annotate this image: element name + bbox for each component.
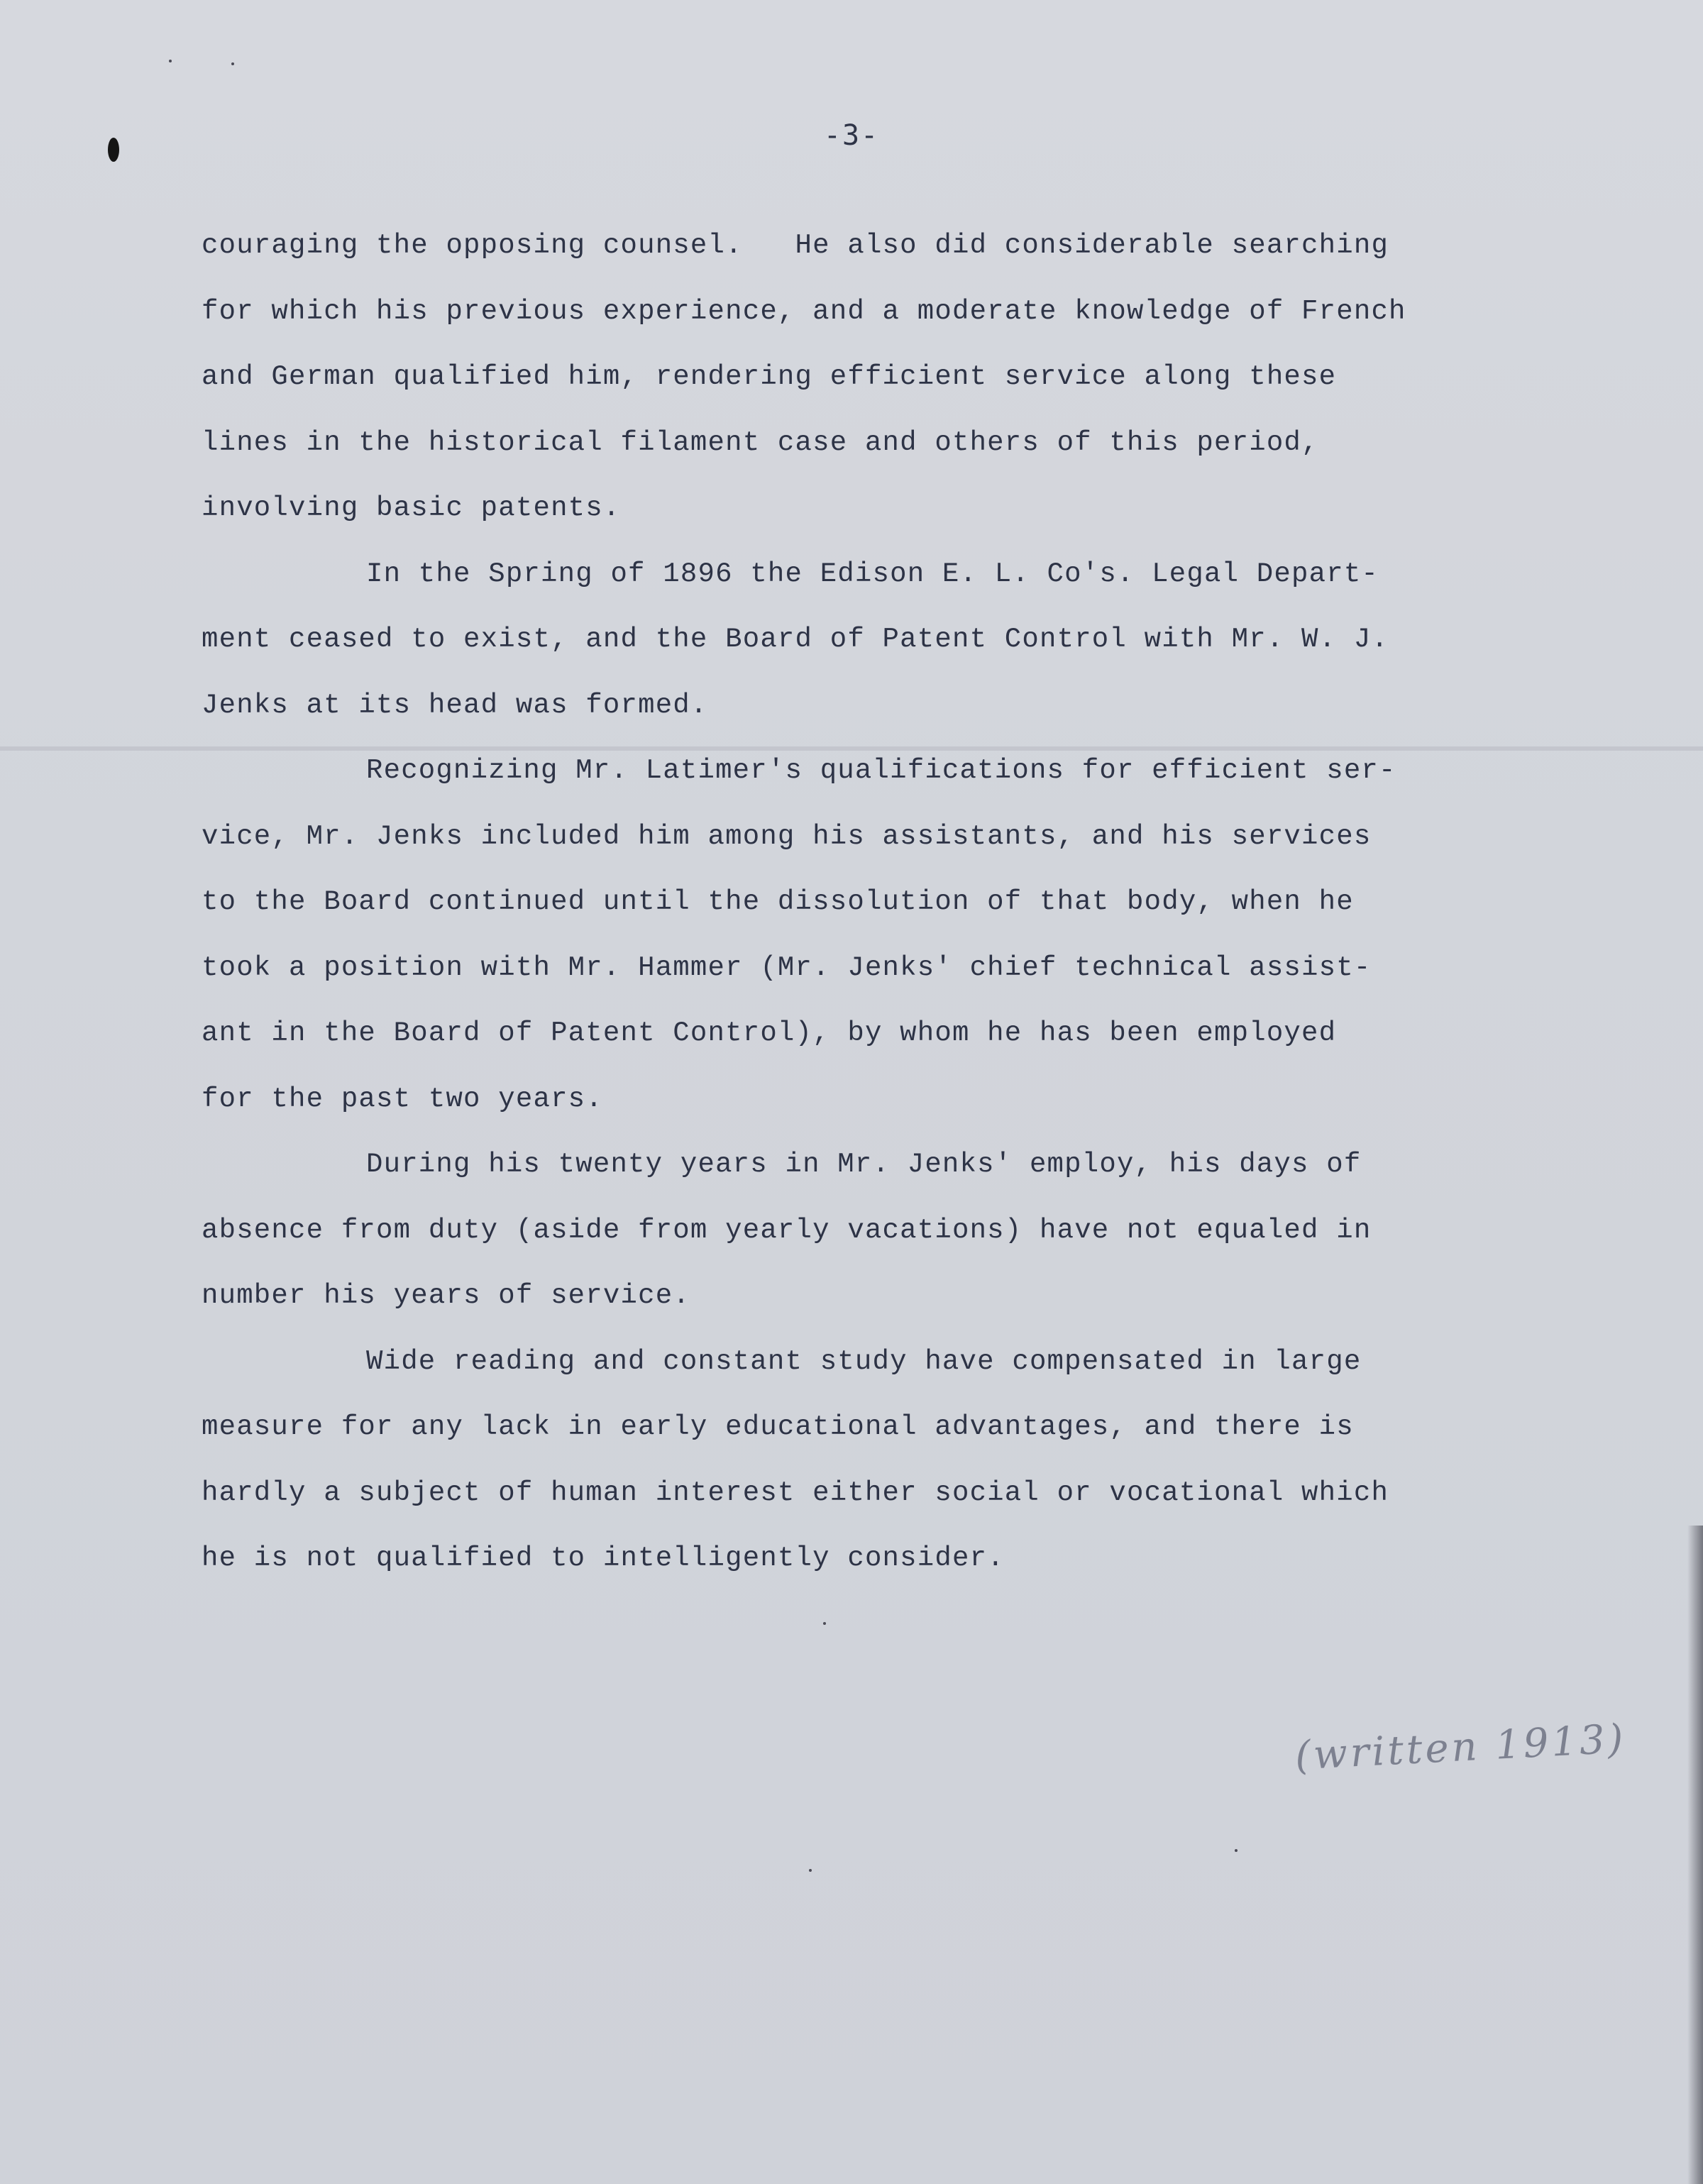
text-line: and German qualified him, rendering efficient service along these <box>202 361 1337 392</box>
paragraph-first-line: Wide reading and constant study have compensated in large <box>366 1345 1362 1377</box>
text-line: to the Board continued until the dissolution of that body, when he <box>202 886 1354 917</box>
text-line: involving basic patents. <box>202 492 621 524</box>
paragraph-first-line: Recognizing Mr. Latimer's qualifications for efficient ser- <box>366 755 1396 786</box>
text-line: number his years of service. <box>202 1280 690 1311</box>
text-line: for the past two years. <box>202 1083 603 1115</box>
page-number: -3- <box>823 119 880 152</box>
text-line: ant in the Board of Patent Control), by whom he has been employed <box>202 1017 1337 1049</box>
text-line: vice, Mr. Jenks included him among his assistants, and his services <box>202 820 1372 852</box>
text-line: took a position with Mr. Hammer (Mr. Jenks' chief technical assist- <box>202 952 1372 983</box>
text-line: Jenks at its head was formed. <box>202 689 708 721</box>
text-line: hardly a subject of human interest either social or vocational which <box>202 1477 1389 1509</box>
paragraph-first-line: In the Spring of 1896 the Edison E. L. Co's. Legal Depart- <box>366 558 1379 590</box>
text-line: ment ceased to exist, and the Board of Patent Control with Mr. W. J. <box>202 624 1389 655</box>
paper-speck <box>231 62 234 65</box>
text-line: measure for any lack in early educational advantages, and there is <box>202 1411 1354 1443</box>
paper-speck <box>169 60 172 62</box>
text-line: he is not qualified to intelligently consider. <box>202 1543 1005 1574</box>
page-edge-shadow <box>1687 1526 1703 2184</box>
paper-speck <box>809 1869 812 1872</box>
paragraph-first-line: During his twenty years in Mr. Jenks' employ, his days of <box>366 1149 1362 1180</box>
text-line: absence from duty (aside from yearly vacations) have not equaled in <box>202 1214 1372 1246</box>
text-line: lines in the historical filament case and others of this period, <box>202 426 1319 458</box>
handwritten-annotation: (written 1913) <box>1294 1716 1628 1780</box>
paper-speck <box>1235 1849 1238 1852</box>
paper-speck <box>823 1622 826 1625</box>
text-line: couraging the opposing counsel. He also did considerable searching <box>202 230 1389 261</box>
typed-body-text <box>202 213 1592 1592</box>
text-line: for which his previous experience, and a moderate knowledge of French <box>202 295 1406 327</box>
